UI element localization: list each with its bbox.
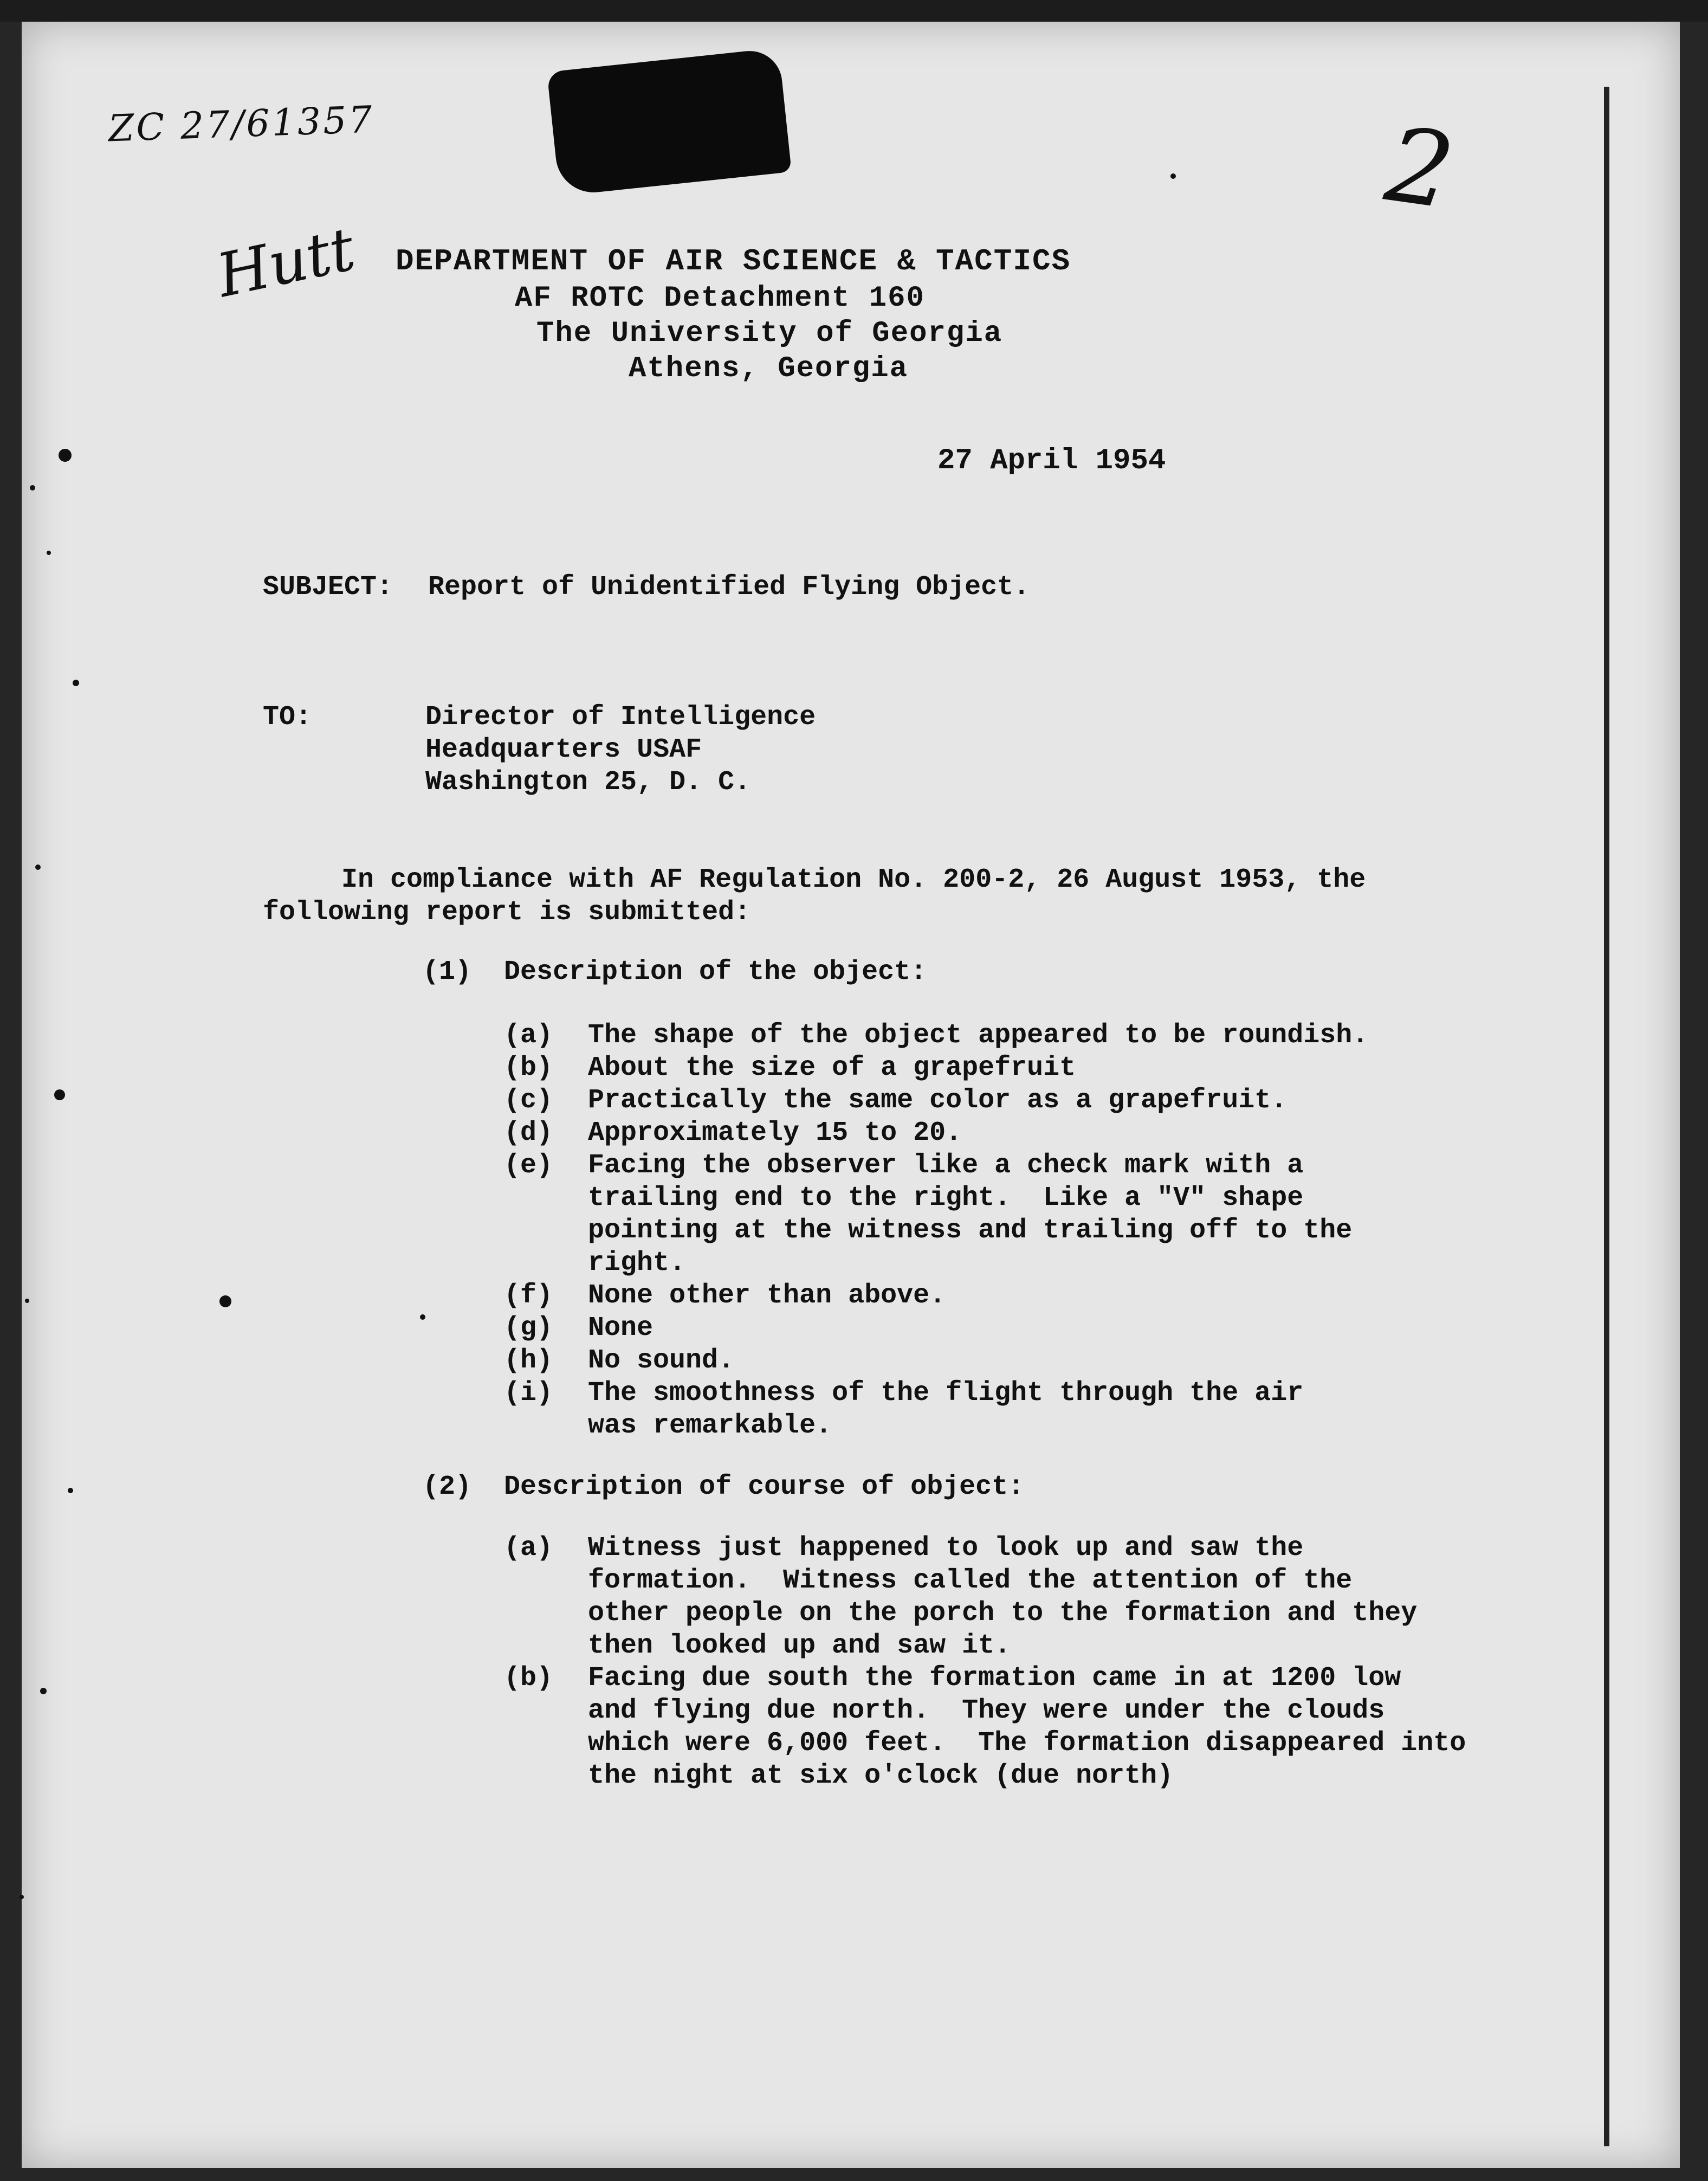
section-2-item-label: (b)	[504, 1663, 553, 1694]
to-label: TO:	[263, 702, 312, 733]
section-1-item-text: About the size of a grapefruit	[588, 1053, 1076, 1083]
letterhead-line-2: AF ROTC Detachment 160	[515, 282, 925, 315]
section-1-title: Description of the object:	[504, 957, 927, 988]
section-1-item-text: Facing the observer like a check mark with a	[588, 1150, 1304, 1181]
section-2-item-label: (a)	[504, 1533, 553, 1564]
section-1-item-text: right.	[588, 1248, 686, 1279]
section-2-item-text: which were 6,000 feet. The formation disappeared into	[588, 1728, 1466, 1759]
section-1-item-text: pointing at the witness and trailing off to the	[588, 1215, 1353, 1246]
section-1-item-label: (h)	[504, 1345, 553, 1376]
scan-dot	[219, 1295, 231, 1307]
section-1-item-label: (d)	[504, 1118, 553, 1148]
redaction-mark	[547, 48, 792, 196]
section-1-item-text: Approximately 15 to 20.	[588, 1118, 962, 1148]
section-2-label: (2)	[423, 1472, 472, 1502]
margin-rule	[1604, 87, 1609, 2146]
subject-label: SUBJECT:	[263, 572, 393, 603]
section-1-item-label: (c)	[504, 1085, 553, 1116]
section-1-item-text: Practically the same color as a grapefruit.	[588, 1085, 1288, 1116]
intro-line-2: following report is submitted:	[263, 897, 751, 928]
to-address-line: Headquarters USAF	[425, 734, 702, 765]
section-2-title: Description of course of object:	[504, 1472, 1025, 1502]
section-2-item-text: Witness just happened to look up and saw the	[588, 1533, 1304, 1564]
scan-dot	[1170, 173, 1176, 179]
section-1-item-label: (f)	[504, 1280, 553, 1311]
section-1-item-label: (i)	[504, 1378, 553, 1409]
section-1-item-text: No sound.	[588, 1345, 735, 1376]
to-address-line: Director of Intelligence	[425, 702, 816, 733]
section-1-item-label: (a)	[504, 1020, 553, 1051]
section-1-item-text: The shape of the object appeared to be roundish.	[588, 1020, 1369, 1051]
letterhead-line-1: DEPARTMENT OF AIR SCIENCE & TACTICS	[396, 244, 1071, 279]
section-2-item-text: then looked up and saw it.	[588, 1630, 1011, 1661]
section-1-item-text: The smoothness of the flight through the air	[588, 1378, 1304, 1409]
scan-border-top	[0, 0, 1708, 22]
section-2-item-text: other people on the porch to the formation and they	[588, 1598, 1418, 1629]
letter-date: 27 April 1954	[937, 444, 1166, 478]
to-address-line: Washington 25, D. C.	[425, 767, 751, 798]
handwritten-initials: Hutt	[211, 214, 361, 311]
section-1-item-text: None other than above.	[588, 1280, 946, 1311]
scan-speckle	[0, 379, 98, 2168]
letterhead-line-4: Athens, Georgia	[629, 352, 909, 385]
section-1-label: (1)	[423, 957, 472, 988]
section-1-item-label: (g)	[504, 1313, 553, 1344]
section-2-item-text: and flying due north. They were under the clouds	[588, 1695, 1385, 1726]
section-1-item-text: None	[588, 1313, 654, 1344]
section-1-item-text: was remarkable.	[588, 1410, 832, 1441]
intro-line-1: In compliance with AF Regulation No. 200-2, 26 August 1953, the	[341, 864, 1366, 895]
section-2-item-text: the night at six o'clock (due north)	[588, 1760, 1174, 1791]
section-2-item-text: Facing due south the formation came in at 1200 low	[588, 1663, 1401, 1694]
section-1-item-label: (b)	[504, 1053, 553, 1083]
scan-dot	[420, 1314, 425, 1320]
handwritten-page-number: 2	[1379, 104, 1461, 233]
handwritten-file-reference: ZC 27/61357	[107, 98, 375, 151]
section-1-item-text: trailing end to the right. Like a "V" shape	[588, 1183, 1304, 1214]
section-2-item-text: formation. Witness called the attention of the	[588, 1565, 1353, 1596]
section-1-item-label: (e)	[504, 1150, 553, 1181]
subject-text: Report of Unidentified Flying Object.	[428, 572, 1030, 603]
letterhead-line-3: The University of Georgia	[536, 317, 1003, 350]
